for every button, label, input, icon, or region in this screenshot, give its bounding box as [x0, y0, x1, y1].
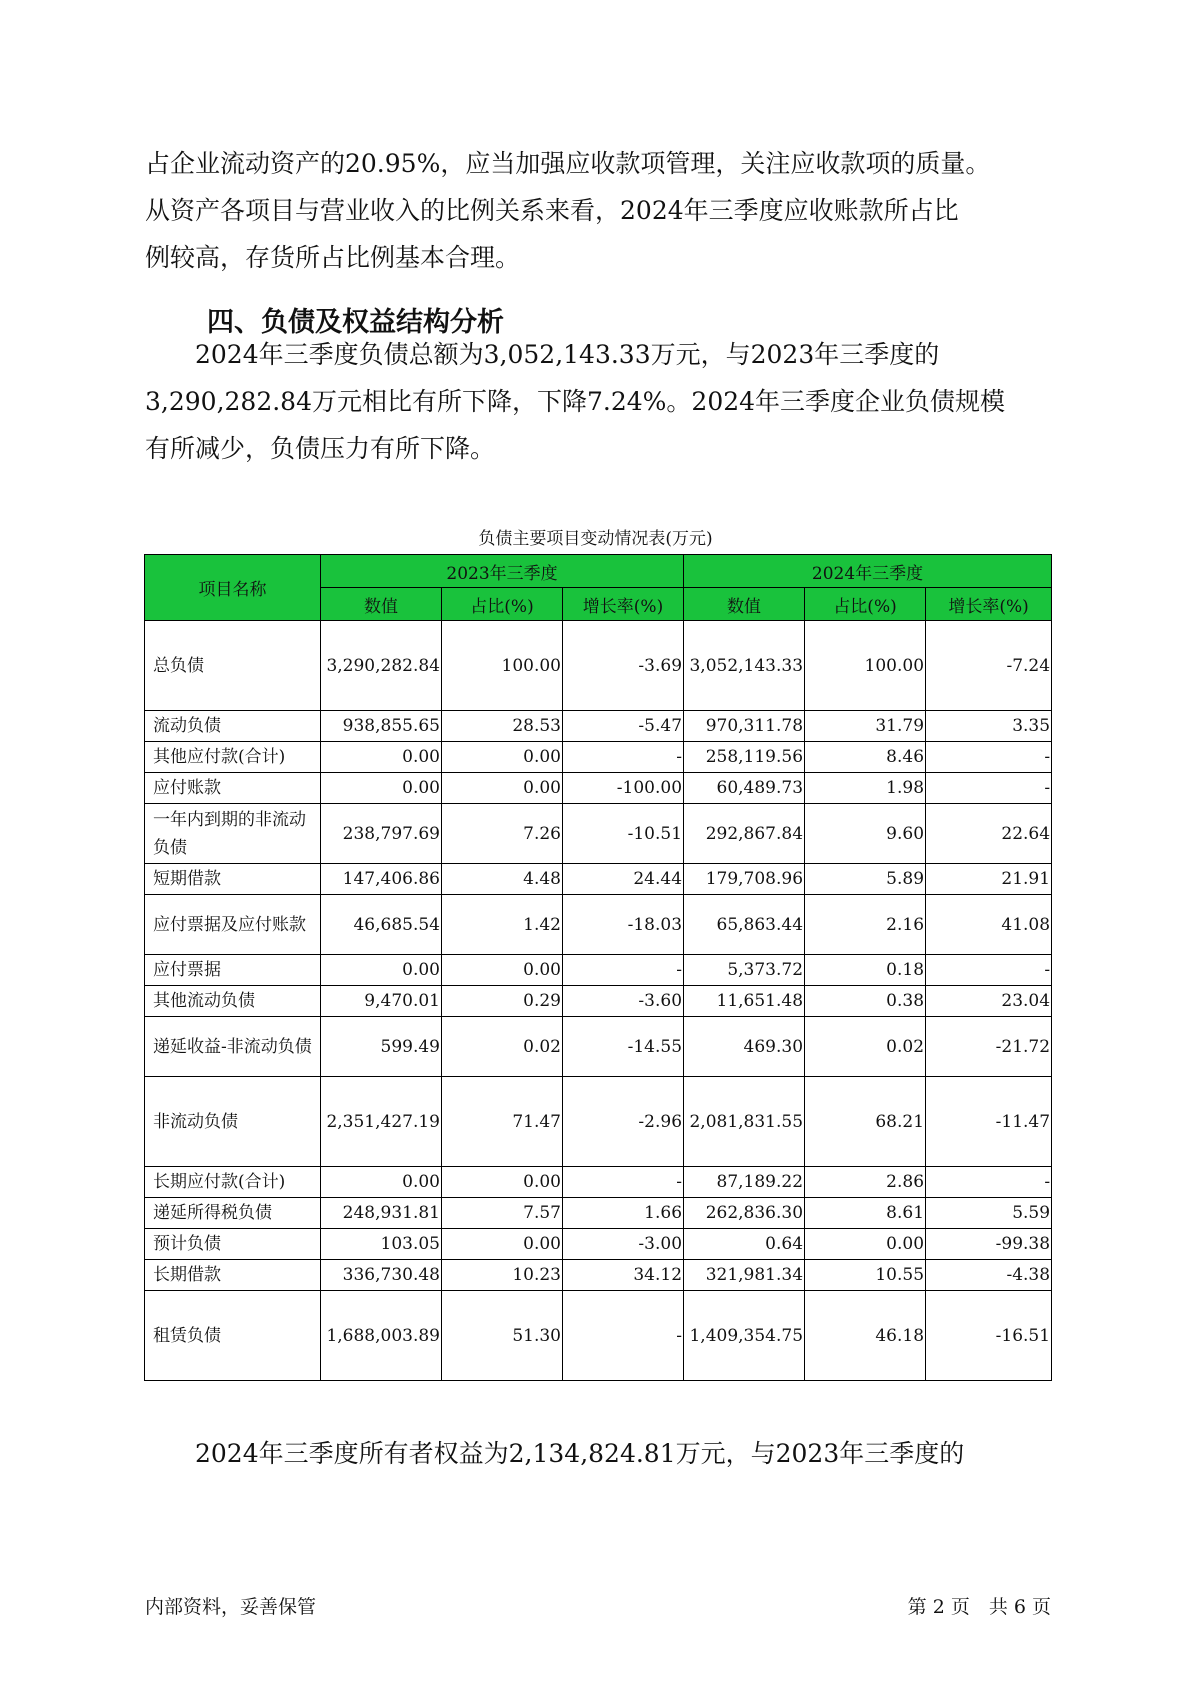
ratio-2024-cell: 68.21 — [805, 1077, 926, 1167]
item-name-cell: 租赁负债 — [145, 1291, 321, 1381]
value-2024-cell: 179,708.96 — [684, 864, 805, 895]
table-row — [145, 955, 1052, 986]
ratio-2024-cell: 10.55 — [805, 1260, 926, 1291]
table-row — [145, 1291, 1052, 1381]
item-name-cell: 其他应付款(合计) — [145, 742, 321, 773]
intro-paragraph — [145, 140, 1050, 281]
ratio-2024-cell: 0.18 — [805, 955, 926, 986]
table-row — [145, 1229, 1052, 1260]
growth-2023-cell: -3.60 — [563, 986, 684, 1017]
growth-2023-cell: 1.66 — [563, 1198, 684, 1229]
intro-line: 占企业流动资产的20.95%，应当加强应收款项管理，关注应收款项的质量。 — [145, 149, 991, 178]
debt-table — [144, 554, 1052, 1381]
table-row — [145, 804, 1052, 864]
growth-2024-cell: -16.51 — [926, 1291, 1052, 1381]
item-name-cell: 应付票据及应付账款 — [145, 895, 321, 955]
value-2023-cell: 336,730.48 — [321, 1260, 442, 1291]
ratio-2023-header: 占比(%) — [442, 588, 563, 621]
table-row — [145, 711, 1052, 742]
value-2023-cell: 46,685.54 — [321, 895, 442, 955]
footer-page-number: 第 2 页 共 6 页 — [907, 1596, 1051, 1618]
footer-confidential: 内部资料，妥善保管 — [145, 1596, 317, 1618]
growth-2024-cell: 23.04 — [926, 986, 1052, 1017]
ratio-2023-cell: 0.02 — [442, 1017, 563, 1077]
growth-2024-cell: - — [926, 1167, 1052, 1198]
ratio-2024-cell: 31.79 — [805, 711, 926, 742]
value-2023-cell: 147,406.86 — [321, 864, 442, 895]
item-name-cell: 其他流动负债 — [145, 986, 321, 1017]
value-2024-cell: 321,981.34 — [684, 1260, 805, 1291]
value-2023-cell: 2,351,427.19 — [321, 1077, 442, 1167]
value-2023-cell: 938,855.65 — [321, 711, 442, 742]
intro-line: 从资产各项目与营业收入的比例关系来看，2024年三季度应收账款所占比 — [145, 196, 959, 225]
growth-2023-cell: 24.44 — [563, 864, 684, 895]
value-2024-cell: 258,119.56 — [684, 742, 805, 773]
value-2024-cell: 3,052,143.33 — [684, 621, 805, 711]
value-2023-cell: 238,797.69 — [321, 804, 442, 864]
ratio-2023-cell: 100.00 — [442, 621, 563, 711]
value-2023-cell: 0.00 — [321, 773, 442, 804]
item-name-cell: 预计负债 — [145, 1229, 321, 1260]
item-name-cell: 应付票据 — [145, 955, 321, 986]
intro-line: 例较高，存货所占比例基本合理。 — [145, 243, 521, 272]
value-2024-cell: 292,867.84 — [684, 804, 805, 864]
growth-2024-cell: 21.91 — [926, 864, 1052, 895]
value-2023-cell: 3,290,282.84 — [321, 621, 442, 711]
growth-2023-cell: -3.69 — [563, 621, 684, 711]
ratio-2023-cell: 7.26 — [442, 804, 563, 864]
debt-line: 有所减少，负债压力有所下降。 — [145, 434, 496, 463]
table-row — [145, 1198, 1052, 1229]
ratio-2024-header: 占比(%) — [805, 588, 926, 621]
ratio-2023-cell: 7.57 — [442, 1198, 563, 1229]
table-row — [145, 773, 1052, 804]
table-row — [145, 986, 1052, 1017]
growth-2023-cell: -14.55 — [563, 1017, 684, 1077]
table-row — [145, 1077, 1052, 1167]
item-name-cell: 流动负债 — [145, 711, 321, 742]
item-name-cell: 非流动负债 — [145, 1077, 321, 1167]
value-2023-cell: 1,688,003.89 — [321, 1291, 442, 1381]
item-name-cell: 一年内到期的非流动负债 — [145, 804, 321, 864]
growth-2024-cell: - — [926, 742, 1052, 773]
ratio-2023-cell: 10.23 — [442, 1260, 563, 1291]
growth-2023-cell: -18.03 — [563, 895, 684, 955]
item-name-cell: 递延收益-非流动负债 — [145, 1017, 321, 1077]
growth-2023-cell: - — [563, 742, 684, 773]
ratio-2023-cell: 0.00 — [442, 1229, 563, 1260]
ratio-2023-cell: 0.00 — [442, 773, 563, 804]
equity-line: 2024年三季度所有者权益为2,134,824.81万元，与2023年三季度的 — [145, 1439, 965, 1468]
item-name-cell: 长期借款 — [145, 1260, 321, 1291]
ratio-2023-cell: 0.00 — [442, 955, 563, 986]
value-2024-header: 数值 — [684, 588, 805, 621]
value-2023-cell: 9,470.01 — [321, 986, 442, 1017]
growth-2024-cell: 41.08 — [926, 895, 1052, 955]
value-2023-cell: 248,931.81 — [321, 1198, 442, 1229]
value-2024-cell: 5,373.72 — [684, 955, 805, 986]
growth-2023-cell: -5.47 — [563, 711, 684, 742]
table-row — [145, 621, 1052, 711]
ratio-2024-cell: 2.86 — [805, 1167, 926, 1198]
growth-2024-cell: 5.59 — [926, 1198, 1052, 1229]
growth-2024-cell: -7.24 — [926, 621, 1052, 711]
growth-2024-cell: -99.38 — [926, 1229, 1052, 1260]
growth-2023-cell: -100.00 — [563, 773, 684, 804]
value-2023-cell: 599.49 — [321, 1017, 442, 1077]
debt-paragraph — [145, 331, 1050, 472]
value-2024-cell: 469.30 — [684, 1017, 805, 1077]
ratio-2024-cell: 46.18 — [805, 1291, 926, 1381]
debt-line: 3,290,282.84万元相比有所下降，下降7.24%。2024年三季度企业负债规模 — [145, 387, 1006, 416]
growth-2023-cell: -2.96 — [563, 1077, 684, 1167]
period-2023-header: 2023年三季度 — [321, 555, 684, 588]
table-row — [145, 864, 1052, 895]
value-2024-cell: 60,489.73 — [684, 773, 805, 804]
ratio-2024-cell: 0.02 — [805, 1017, 926, 1077]
value-2024-cell: 1,409,354.75 — [684, 1291, 805, 1381]
value-2024-cell: 262,836.30 — [684, 1198, 805, 1229]
value-2024-cell: 11,651.48 — [684, 986, 805, 1017]
ratio-2023-cell: 0.00 — [442, 1167, 563, 1198]
growth-2024-cell: 3.35 — [926, 711, 1052, 742]
growth-2024-cell: - — [926, 955, 1052, 986]
ratio-2024-cell: 8.61 — [805, 1198, 926, 1229]
item-name-cell: 应付账款 — [145, 773, 321, 804]
item-name-cell: 总负债 — [145, 621, 321, 711]
table-row — [145, 1260, 1052, 1291]
ratio-2023-cell: 71.47 — [442, 1077, 563, 1167]
growth-2023-cell: - — [563, 1291, 684, 1381]
growth-2024-cell: 22.64 — [926, 804, 1052, 864]
ratio-2024-cell: 0.00 — [805, 1229, 926, 1260]
growth-2023-cell: - — [563, 955, 684, 986]
value-2023-cell: 0.00 — [321, 742, 442, 773]
ratio-2023-cell: 1.42 — [442, 895, 563, 955]
table-row — [145, 742, 1052, 773]
growth-2024-cell: -4.38 — [926, 1260, 1052, 1291]
growth-2023-cell: 34.12 — [563, 1260, 684, 1291]
ratio-2023-cell: 0.29 — [442, 986, 563, 1017]
table-caption: 负债主要项目变动情况表(万元) — [478, 529, 713, 549]
ratio-2023-cell: 4.48 — [442, 864, 563, 895]
equity-paragraph — [145, 1430, 1050, 1477]
ratio-2024-cell: 100.00 — [805, 621, 926, 711]
item-name-header: 项目名称 — [145, 555, 321, 621]
ratio-2024-cell: 9.60 — [805, 804, 926, 864]
growth-2023-cell: -3.00 — [563, 1229, 684, 1260]
ratio-2023-cell: 0.00 — [442, 742, 563, 773]
value-2024-cell: 0.64 — [684, 1229, 805, 1260]
growth-2023-header: 增长率(%) — [563, 588, 684, 621]
value-2024-cell: 87,189.22 — [684, 1167, 805, 1198]
growth-2023-cell: -10.51 — [563, 804, 684, 864]
period-2024-header: 2024年三季度 — [684, 555, 1052, 588]
value-2023-cell: 0.00 — [321, 955, 442, 986]
ratio-2024-cell: 2.16 — [805, 895, 926, 955]
section-heading: 四、负债及权益结构分析 — [207, 307, 504, 338]
growth-2023-cell: - — [563, 1167, 684, 1198]
ratio-2024-cell: 0.38 — [805, 986, 926, 1017]
value-2024-cell: 970,311.78 — [684, 711, 805, 742]
growth-2024-header: 增长率(%) — [926, 588, 1052, 621]
ratio-2023-cell: 51.30 — [442, 1291, 563, 1381]
item-name-cell: 递延所得税负债 — [145, 1198, 321, 1229]
item-name-cell: 长期应付款(合计) — [145, 1167, 321, 1198]
value-2023-header: 数值 — [321, 588, 442, 621]
ratio-2024-cell: 1.98 — [805, 773, 926, 804]
growth-2024-cell: -11.47 — [926, 1077, 1052, 1167]
ratio-2024-cell: 8.46 — [805, 742, 926, 773]
table-row — [145, 1017, 1052, 1077]
value-2024-cell: 2,081,831.55 — [684, 1077, 805, 1167]
table-row — [145, 895, 1052, 955]
ratio-2024-cell: 5.89 — [805, 864, 926, 895]
growth-2024-cell: -21.72 — [926, 1017, 1052, 1077]
item-name-cell: 短期借款 — [145, 864, 321, 895]
growth-2024-cell: - — [926, 773, 1052, 804]
value-2024-cell: 65,863.44 — [684, 895, 805, 955]
value-2023-cell: 0.00 — [321, 1167, 442, 1198]
ratio-2023-cell: 28.53 — [442, 711, 563, 742]
table-row — [145, 1167, 1052, 1198]
debt-line: 2024年三季度负债总额为3,052,143.33万元，与2023年三季度的 — [145, 340, 940, 369]
value-2023-cell: 103.05 — [321, 1229, 442, 1260]
